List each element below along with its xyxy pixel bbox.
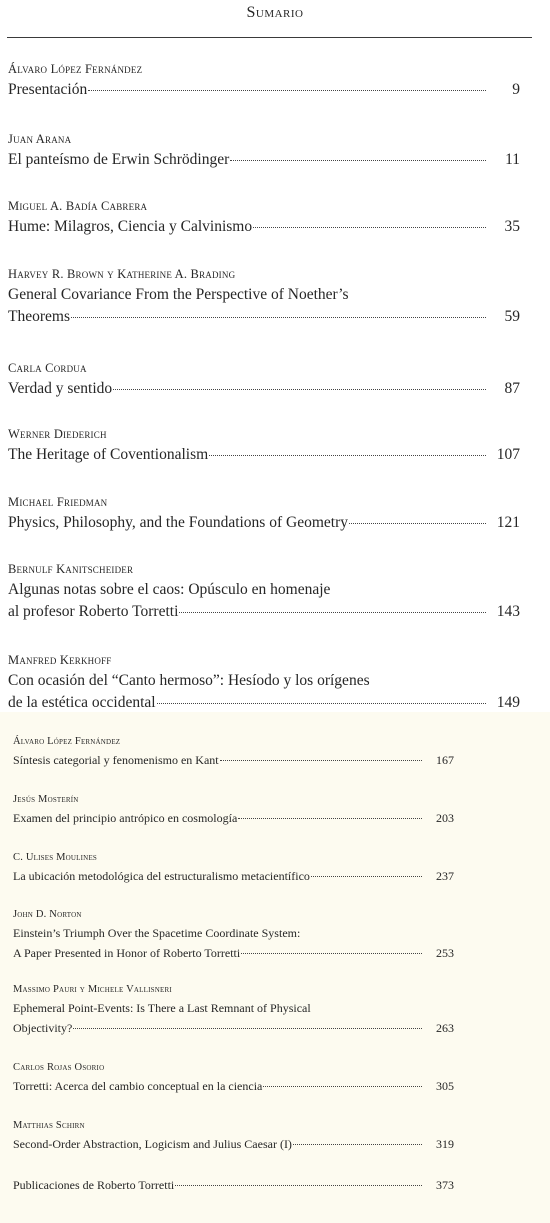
dot-leader bbox=[293, 1144, 422, 1145]
dot-leader bbox=[113, 389, 486, 390]
entry-author: Álvaro López Fernández bbox=[8, 62, 143, 76]
toc-entry bbox=[13, 985, 454, 1038]
toc-entry bbox=[8, 563, 520, 623]
entry-title: Con ocasión del “Canto hermoso”: Hesíodo y los orígenes bbox=[8, 671, 370, 689]
entry-title-line bbox=[8, 79, 520, 101]
entry-title: Physics, Philosophy, and the Foundations of Geometry bbox=[8, 513, 348, 531]
toc-entry bbox=[8, 496, 520, 534]
page-number: 167 bbox=[436, 752, 454, 767]
dot-leader bbox=[88, 90, 486, 91]
page-number: 107 bbox=[496, 445, 520, 463]
entry-author: Juan Arana bbox=[8, 132, 72, 146]
page-number: 253 bbox=[436, 945, 454, 960]
dot-leader bbox=[238, 818, 422, 819]
entry-author: Miguel A. Badía Cabrera bbox=[8, 199, 148, 213]
dot-leader bbox=[209, 455, 486, 456]
entry-title-line bbox=[8, 378, 520, 400]
entry-author: Jesús Mosterín bbox=[13, 794, 79, 805]
entry-title: Second-Order Abstraction, Logicism and Julius Caesar (I) bbox=[13, 1136, 292, 1151]
entry-title: Síntesis categorial y fenomenismo en Kant bbox=[13, 752, 219, 767]
toc-entry bbox=[13, 910, 454, 963]
toc-entry bbox=[13, 1063, 454, 1096]
toc-entry bbox=[13, 1175, 454, 1195]
page-number: 263 bbox=[436, 1020, 454, 1035]
entry-title-line bbox=[13, 923, 454, 943]
entry-title-line bbox=[13, 866, 454, 886]
page-number: 59 bbox=[504, 307, 520, 325]
toc-entry bbox=[8, 133, 520, 171]
entry-title-line bbox=[13, 808, 454, 828]
toc-entry bbox=[13, 1121, 454, 1154]
page-number: 149 bbox=[496, 693, 520, 711]
toc-entry bbox=[8, 654, 520, 714]
entry-title-line bbox=[13, 1076, 454, 1096]
page-number: 203 bbox=[436, 810, 454, 825]
entry-title: La ubicación metodológica del estructuralismo metacientífico bbox=[13, 868, 310, 883]
entry-author: Carlos Rojas Osorio bbox=[13, 1062, 105, 1073]
entry-title-line bbox=[8, 149, 520, 171]
entry-title-line bbox=[8, 216, 520, 238]
entry-author: Werner Diederich bbox=[8, 427, 107, 441]
entry-title-line bbox=[8, 306, 520, 328]
entry-title: Algunas notas sobre el caos: Opúsculo en homenaje bbox=[8, 580, 331, 598]
entry-title: Publicaciones de Roberto Torretti bbox=[13, 1178, 175, 1192]
entry-title: General Covariance From the Perspective of Noether’s bbox=[8, 285, 349, 303]
entry-title-line bbox=[8, 579, 520, 601]
entry-title: al profesor Roberto Torretti bbox=[8, 602, 179, 620]
toc-entry bbox=[8, 63, 520, 101]
page-number: 237 bbox=[436, 868, 454, 883]
entry-title: Objectivity? bbox=[13, 1020, 73, 1035]
entry-title: Hume: Milagros, Ciencia y Calvinismo bbox=[8, 217, 253, 235]
toc-entry bbox=[8, 268, 520, 328]
entry-title: A Paper Presented in Honor of Roberto Torretti bbox=[13, 945, 241, 960]
dot-leader bbox=[220, 760, 422, 761]
dot-leader bbox=[179, 612, 486, 613]
dot-leader bbox=[230, 160, 486, 161]
entry-title: El panteísmo de Erwin Schrödinger bbox=[8, 150, 230, 168]
entry-title-line bbox=[13, 998, 454, 1018]
entry-title-line bbox=[8, 601, 520, 623]
entry-title-line bbox=[8, 284, 520, 306]
page-number: 87 bbox=[504, 379, 520, 397]
dot-leader bbox=[349, 523, 486, 524]
entry-author: John D. Norton bbox=[13, 909, 82, 920]
entry-title: Ephemeral Point-Events: Is There a Last Remnant of Physical bbox=[13, 1000, 311, 1015]
dot-leader bbox=[175, 1185, 422, 1186]
toc-entry bbox=[13, 795, 454, 828]
entry-author: Matthias Schirn bbox=[13, 1120, 85, 1131]
entry-title-line bbox=[13, 943, 454, 963]
page-number: 35 bbox=[504, 217, 520, 235]
entry-title-line bbox=[8, 444, 520, 466]
toc-entry bbox=[8, 200, 520, 238]
toc-entry bbox=[13, 853, 454, 886]
toc-entry bbox=[8, 362, 520, 400]
toc-entry bbox=[13, 737, 454, 770]
entry-title: Torretti: Acerca del cambio conceptual en la ciencia bbox=[13, 1078, 263, 1093]
entry-author: Massimo Pauri y Michele Vallisneri bbox=[13, 984, 172, 995]
dot-leader bbox=[157, 703, 486, 704]
entry-title: Theorems bbox=[8, 307, 70, 325]
entry-title: Examen del principio antrópico en cosmología bbox=[13, 810, 238, 825]
entry-title-line bbox=[13, 1018, 454, 1038]
entry-title: The Heritage of Coventionalism bbox=[8, 445, 209, 463]
entry-author: Carla Cordua bbox=[8, 361, 87, 375]
entry-title-line bbox=[8, 692, 520, 714]
page-title: Sumario bbox=[246, 4, 304, 21]
entry-author: Bernulf Kanitscheider bbox=[8, 562, 134, 576]
entry-author: Harvey R. Brown y Katherine A. Brading bbox=[8, 267, 236, 281]
entry-author: Álvaro López Fernández bbox=[13, 736, 121, 747]
entry-author: Manfred Kerkhoff bbox=[8, 653, 112, 667]
dot-leader bbox=[263, 1086, 422, 1087]
page-number: 319 bbox=[436, 1136, 454, 1151]
entry-title: Einstein’s Triumph Over the Spacetime Coordinate System: bbox=[13, 925, 301, 940]
entry-title-line bbox=[13, 750, 454, 770]
entry-title: Presentación bbox=[8, 80, 88, 98]
entry-title: de la estética occidental bbox=[8, 693, 156, 711]
dot-leader bbox=[253, 227, 486, 228]
entry-author: Michael Friedman bbox=[8, 495, 108, 509]
page-number: 121 bbox=[496, 513, 520, 531]
entry-title-line bbox=[8, 512, 520, 534]
page-number: 9 bbox=[512, 80, 520, 98]
entry-title-line bbox=[13, 1175, 454, 1195]
entry-title: Verdad y sentido bbox=[8, 379, 113, 397]
entry-author: C. Ulises Moulines bbox=[13, 852, 98, 863]
title-rule bbox=[7, 37, 532, 38]
dot-leader bbox=[71, 317, 486, 318]
page-number: 143 bbox=[496, 602, 520, 620]
page-number: 373 bbox=[436, 1178, 454, 1192]
dot-leader bbox=[73, 1028, 422, 1029]
dot-leader bbox=[311, 876, 422, 877]
toc-entry bbox=[8, 428, 520, 466]
entry-title-line bbox=[13, 1134, 454, 1154]
page-number: 11 bbox=[505, 150, 520, 168]
page-number: 305 bbox=[436, 1078, 454, 1093]
dot-leader bbox=[241, 953, 422, 954]
entry-title-line bbox=[8, 670, 520, 692]
